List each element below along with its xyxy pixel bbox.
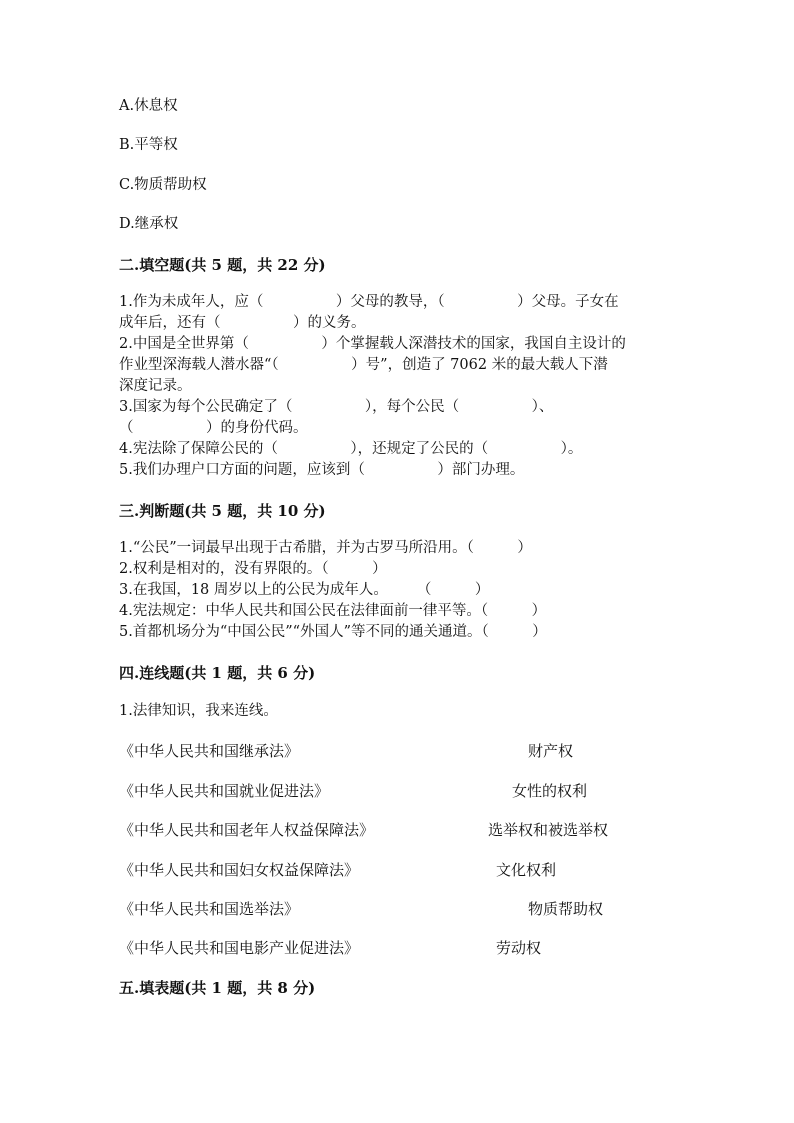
option-c: C.物质帮助权 [119, 177, 207, 193]
section-heading-table: 五.填表题(共 1 题，共 8 分) [119, 979, 316, 997]
fill-blank-line: 成年后，还有（ ）的义务。 [119, 315, 366, 331]
true-false-item: 3.在我国，18 周岁以上的公民为成年人。 （ ） [119, 582, 490, 598]
fill-blank-line: 5.我们办理户口方面的问题，应该到（ ）部门办理。 [119, 462, 525, 478]
matching-right: 女性的权利 [512, 782, 588, 800]
true-false-item: 2.权利是相对的，没有界限的。（ ） [119, 561, 387, 577]
matching-law: 《中华人民共和国就业促进法》 [119, 782, 330, 800]
option-a: A.休息权 [119, 98, 178, 114]
matching-law: 《中华人民共和国选举法》 [119, 900, 300, 918]
section-heading-fill-blank: 二.填空题(共 5 题，共 22 分) [119, 256, 326, 274]
option-b: B.平等权 [119, 137, 178, 153]
matching-right: 财产权 [528, 742, 574, 760]
fill-blank-line: 作业型深海载人潜水器“（ ）号”，创造了 7062 米的最大载人下潜 [119, 357, 608, 373]
matching-intro: 1.法律知识，我来连线。 [119, 703, 278, 719]
matching-law: 《中华人民共和国电影产业促进法》 [119, 939, 360, 957]
section-heading-true-false: 三.判断题(共 5 题，共 10 分) [119, 502, 326, 520]
matching-right: 文化权利 [496, 861, 557, 879]
matching-law: 《中华人民共和国老年人权益保障法》 [119, 821, 375, 839]
matching-right: 劳动权 [496, 939, 542, 957]
matching-law: 《中华人民共和国妇女权益保障法》 [119, 861, 360, 879]
true-false-item: 5.首都机场分为“中国公民”“外国人”等不同的通关通道。（ ） [119, 624, 547, 640]
fill-blank-line: 3.国家为每个公民确定了（ ），每个公民（ ）、 [119, 399, 554, 415]
section-heading-matching: 四.连线题(共 1 题，共 6 分) [119, 664, 316, 682]
fill-blank-line: 2.中国是全世界第（ ）个掌握载人深潜技术的国家，我国自主设计的 [119, 336, 626, 352]
matching-right: 物质帮助权 [528, 900, 604, 918]
true-false-item: 1.“公民”一词最早出现于古希腊，并为古罗马所沿用。（ ） [119, 540, 532, 556]
matching-right: 选举权和被选举权 [488, 821, 609, 839]
matching-law: 《中华人民共和国继承法》 [119, 742, 300, 760]
fill-blank-line: 深度记录。 [119, 378, 192, 394]
true-false-item: 4.宪法规定：中华人民共和国公民在法律面前一律平等。（ ） [119, 603, 547, 619]
fill-blank-line: 4.宪法除了保障公民的（ ），还规定了公民的（ ）。 [119, 441, 583, 457]
fill-blank-line: 1.作为未成年人，应（ ）父母的教导，（ ）父母。子女在 [119, 294, 619, 310]
option-d: D.继承权 [119, 216, 179, 232]
fill-blank-line: （ ）的身份代码。 [119, 420, 308, 436]
